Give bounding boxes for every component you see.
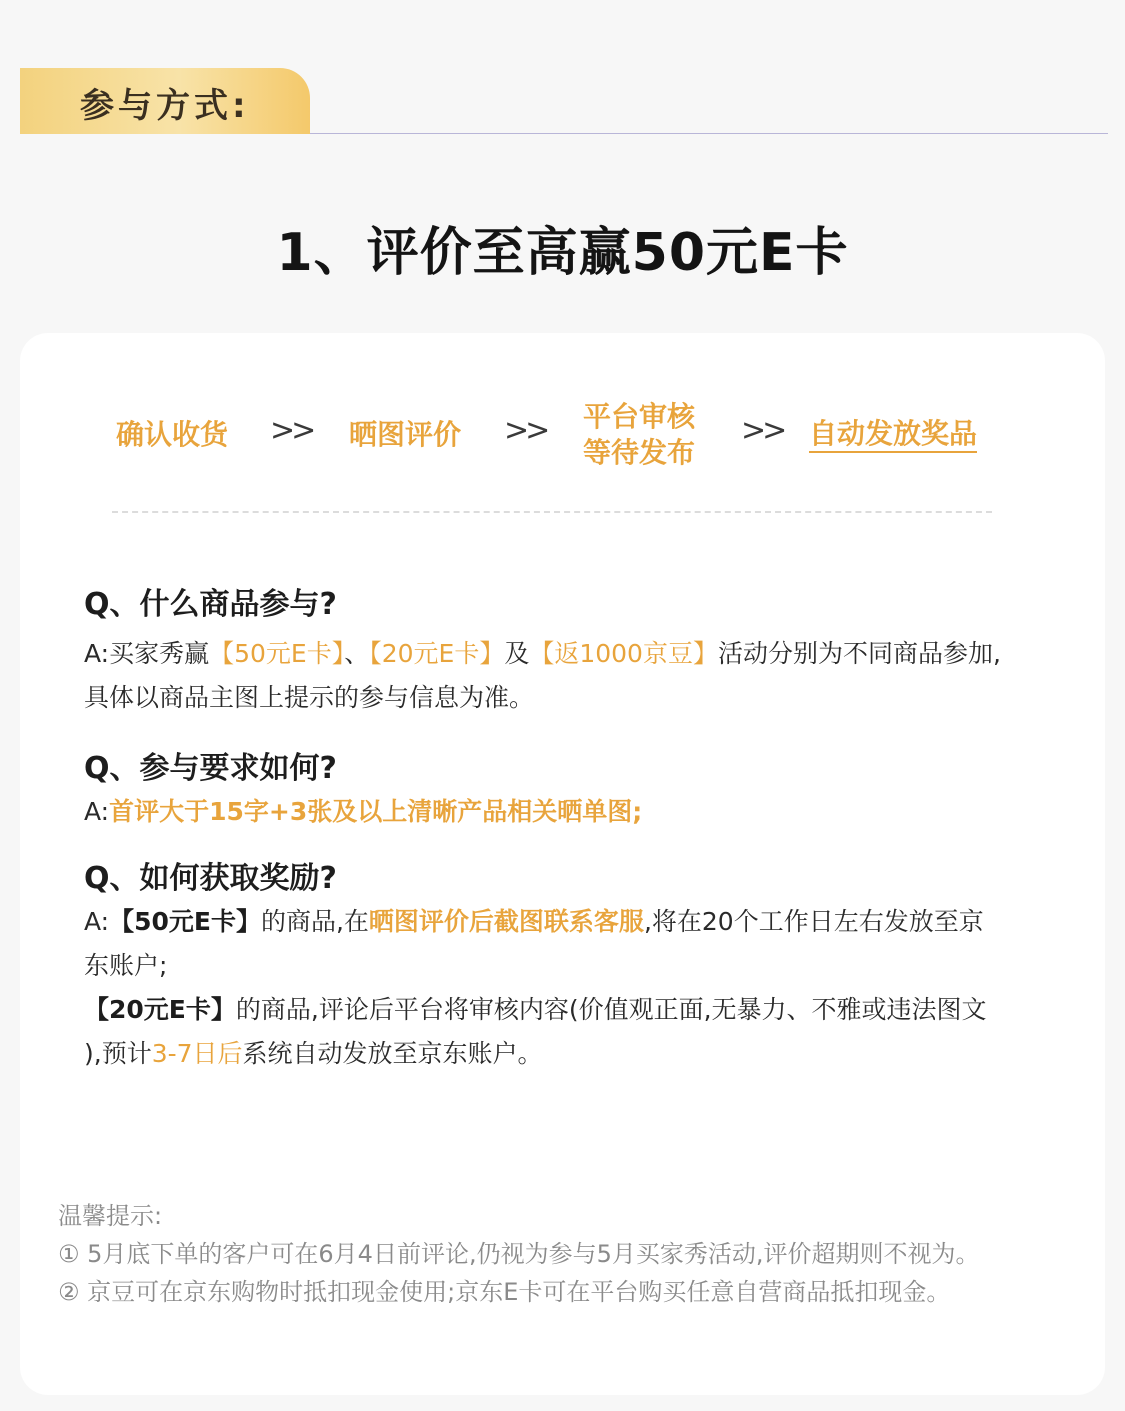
chevron-right-icon: >> bbox=[270, 413, 313, 448]
info-card bbox=[20, 333, 1105, 1395]
tips-title: 温馨提示: bbox=[58, 1202, 163, 1230]
chevron-right-icon: >> bbox=[741, 413, 784, 448]
page-title: 1、评价至高赢50元E卡 bbox=[276, 223, 849, 283]
answer-rewards: A:【50元E卡】的商品,在晒图评价后截图联系客服,将在20个工作日左右发放至京 东账户; 【20元E卡】的商品,评论后平台将审核内容(价值观正面,无暴力、不雅或违法图文 ),预计3-7日后系统自动发放至京东账户。 bbox=[84, 907, 987, 1068]
chevron-right-icon: >> bbox=[504, 413, 547, 448]
section-label: 参与方式: bbox=[80, 86, 250, 126]
question-rewards: Q、如何获取奖励? bbox=[84, 861, 337, 896]
step-platform-review-line1: 平台审核 bbox=[583, 400, 696, 433]
step-platform-review bbox=[583, 399, 695, 471]
step-platform-review-line2: 等待发布 bbox=[583, 436, 696, 469]
dashed-divider bbox=[112, 511, 992, 513]
answer-requirements: A:首评大于15字+3张及以上清晰产品相关晒单图; bbox=[84, 797, 643, 826]
step-auto-reward: 自动发放奖品 bbox=[809, 417, 977, 453]
tip-item: ① 5月底下单的客户可在6月4日前评论,仍视为参与5月买家秀活动,评价超期则不视为。 bbox=[58, 1240, 980, 1268]
step-confirm-receipt: 确认收货 bbox=[116, 418, 229, 451]
answer-products: A:买家秀赢【50元E卡】、【20元E卡】及【返1000京豆】活动分别为不同商品参加, 具体以商品主图上提示的参与信息为准。 bbox=[84, 639, 1001, 712]
step-photo-review: 晒图评价 bbox=[349, 418, 462, 451]
section-tag bbox=[20, 68, 310, 134]
question-requirements: Q、参与要求如何? bbox=[84, 751, 337, 786]
section-divider bbox=[310, 133, 1108, 134]
question-products: Q、什么商品参与? bbox=[84, 587, 337, 622]
tip-item: ② 京豆可在京东购物时抵扣现金使用;京东E卡可在平台购买任意自营商品抵扣现金。 bbox=[58, 1278, 951, 1306]
